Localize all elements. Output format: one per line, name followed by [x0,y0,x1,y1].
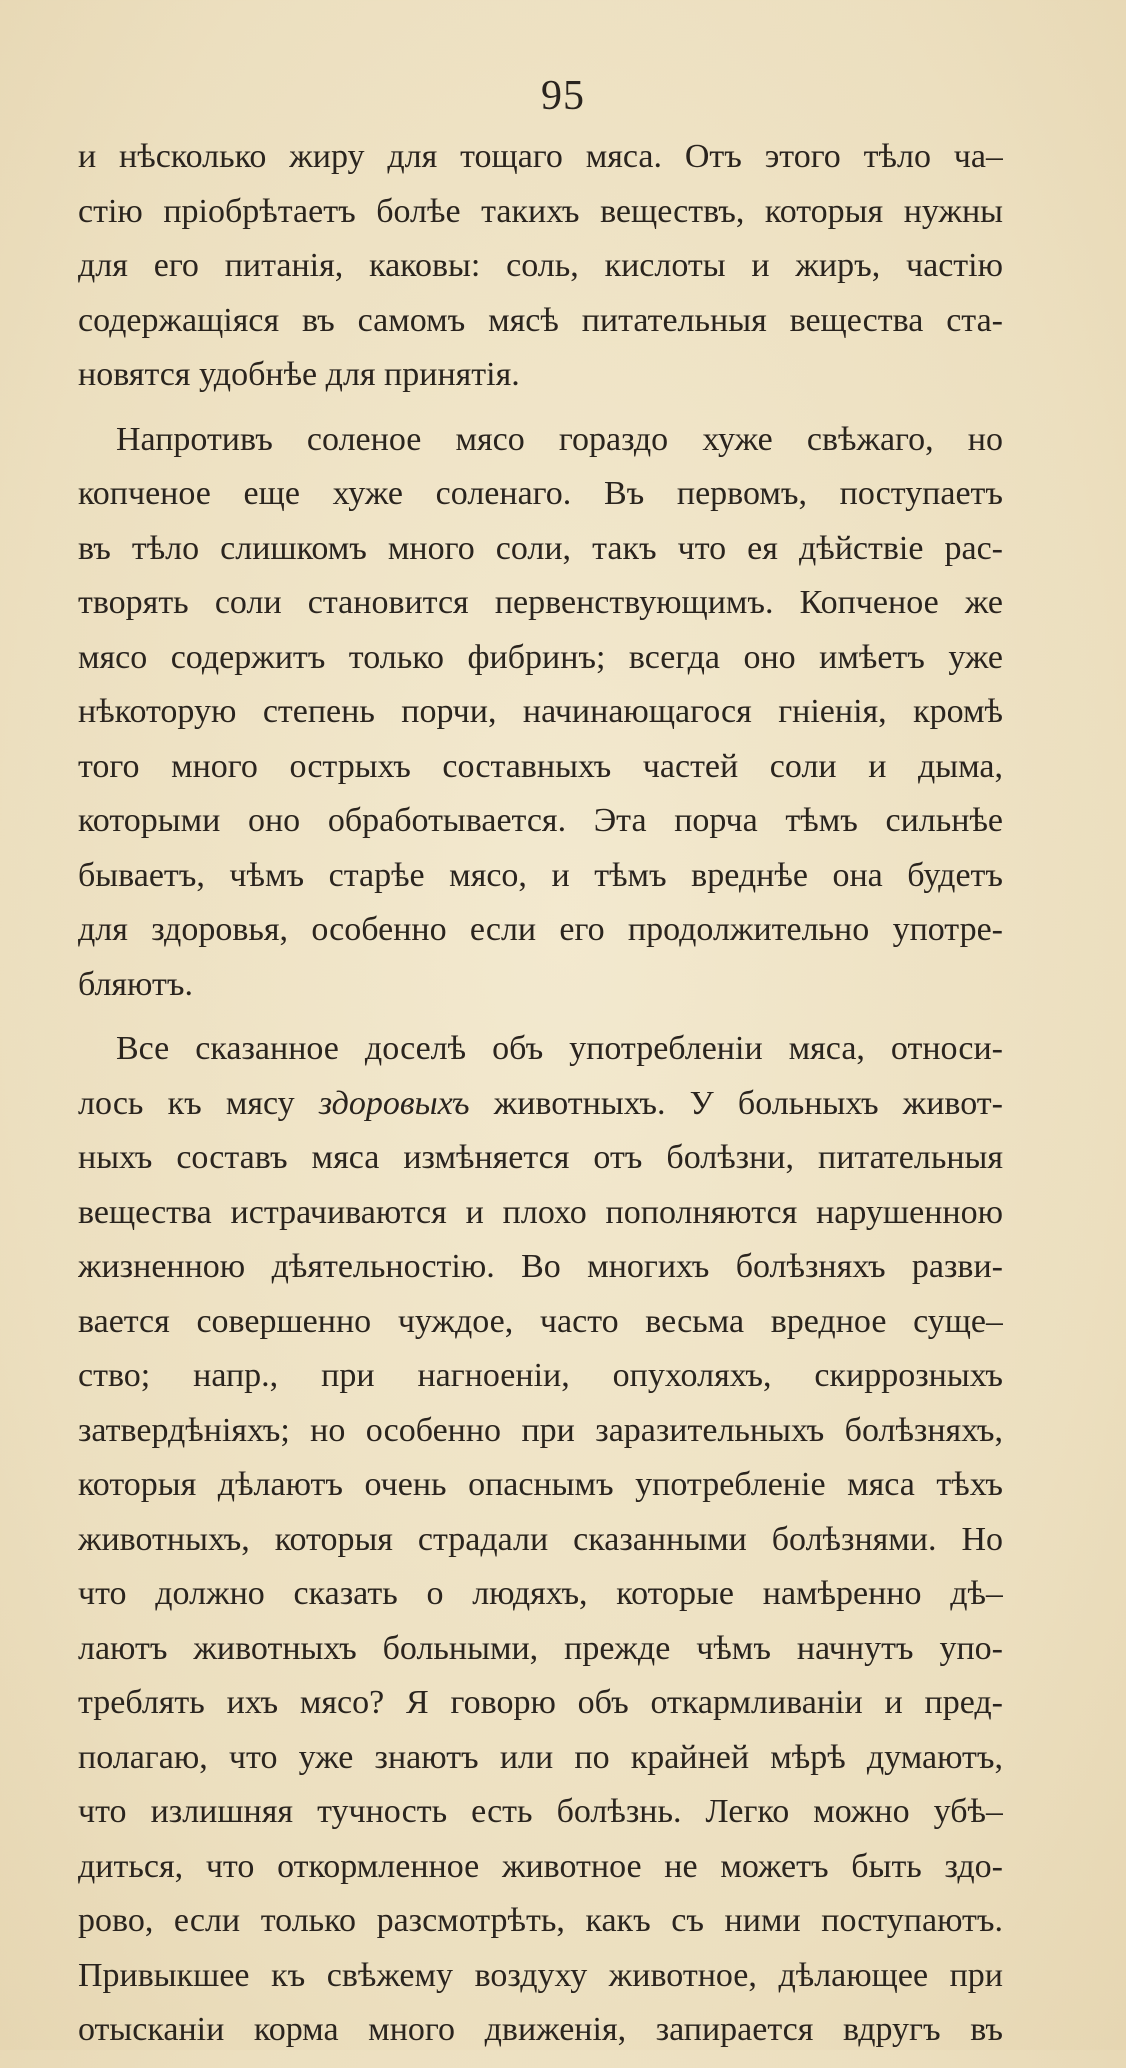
text-line: затвердѣніяхъ; но особенно при заразительныхъ болѣзняхъ, [78,1411,1003,1449]
text-line: для здоровья, особенно если его продолжительно употре- [78,911,1003,948]
text-line: нѣкоторую степень порчи, начинающагося гніенія, кромѣ [78,693,1003,730]
text-line: треблять ихъ мясо? Я говорю объ откармливаніи и пред- [78,1684,1003,1721]
text-line: полагаю, что уже знаютъ или по крайней мѣрѣ думаютъ, [78,1738,1003,1776]
text-line: что излишняя тучность есть болѣзнь. Легко можно убѣ– [78,1793,1003,1830]
text-line: для его питанія, каковы: соль, кислоты и жиръ, частію [78,247,1003,284]
text-line: копченое еще хуже соленаго. Въ первомъ, поступаетъ [78,475,1003,512]
text-line: вещества истрачиваются и плохо пополняются нарушенною [78,1193,1003,1231]
text-line: вается совершенно чуждое, часто весьма вредное суще– [78,1302,1003,1340]
emphasized-word: здоровыхъ [318,1084,470,1122]
text-line-with-emphasis: лось къ мясу здоровыхъ животныхъ. У больныхъ живот- [78,1084,1003,1122]
text-line: творять соли становится первенствующимъ. Копченое же [78,584,1003,621]
text-line: того много острыхъ составныхъ частей соли и дыма, [78,747,1003,785]
text-line: ныхъ составъ мяса измѣняется отъ болѣзни, питательныя [78,1139,1003,1176]
text-line: лаютъ животныхъ больными, прежде чѣмъ начнутъ упо- [78,1629,1003,1667]
text-line: что должно сказать о людяхъ, которые намѣренно дѣ– [78,1575,1003,1612]
text-line: содержащіяся въ самомъ мясѣ питательныя вещества ста- [78,301,1003,339]
text-line: которыми оно обработывается. Эта порча тѣмъ сильнѣе [78,802,1003,839]
text-line: мясо содержитъ только фибринъ; всегда оно имѣетъ уже [78,638,1003,676]
text-line: и нѣсколько жиру для тощаго мяса. Отъ этого тѣло ча– [78,138,1003,175]
text-line: бляютъ. [78,965,193,1003]
text-line: жизненною дѣятельностію. Во многихъ болѣзняхъ разви- [78,1248,1003,1285]
text-line: Напротивъ соленое мясо гораздо хуже свѣжаго, но [116,420,1003,458]
text-line: бываетъ, чѣмъ старѣе мясо, и тѣмъ вреднѣе она будетъ [78,856,1003,894]
text-line: въ тѣло слишкомъ много соли, такъ что ея дѣйствіе рас- [78,529,1003,567]
text-line: которыя дѣлаютъ очень опаснымъ употребленіе мяса тѣхъ [78,1466,1003,1503]
text-line: отысканіи корма много движенія, запирается вдругъ въ [78,2011,1003,2048]
text-line: новятся удобнѣе для принятія. [78,356,520,393]
body-text [78,130,1003,2068]
text-line: Привыкшее къ свѣжему воздуху животное, дѣлающее при [78,1956,1003,1994]
paragraph-1 [78,130,1003,403]
text-line: рово, если только разсмотрѣть, какъ съ ними поступаютъ. [78,1902,1003,1939]
text-line: Все сказанное доселѣ объ употребленіи мяса, относи- [116,1030,1003,1067]
paragraph-2 [78,413,1003,1013]
text-line: стію пріобрѣтаетъ болѣе такихъ веществъ, которыя нужны [78,192,1003,230]
text-line: диться, что откормленное животное не можетъ быть здо- [78,1847,1003,1885]
paragraph-3 [78,1022,1003,2058]
text-line: ство; напр., при нагноеніи, опухоляхъ, скиррозныхъ [78,1357,1003,1394]
page-number: 95 [541,73,585,119]
text-line: животныхъ, которыя страдали сказанными болѣзнями. Но [78,1520,1003,1558]
